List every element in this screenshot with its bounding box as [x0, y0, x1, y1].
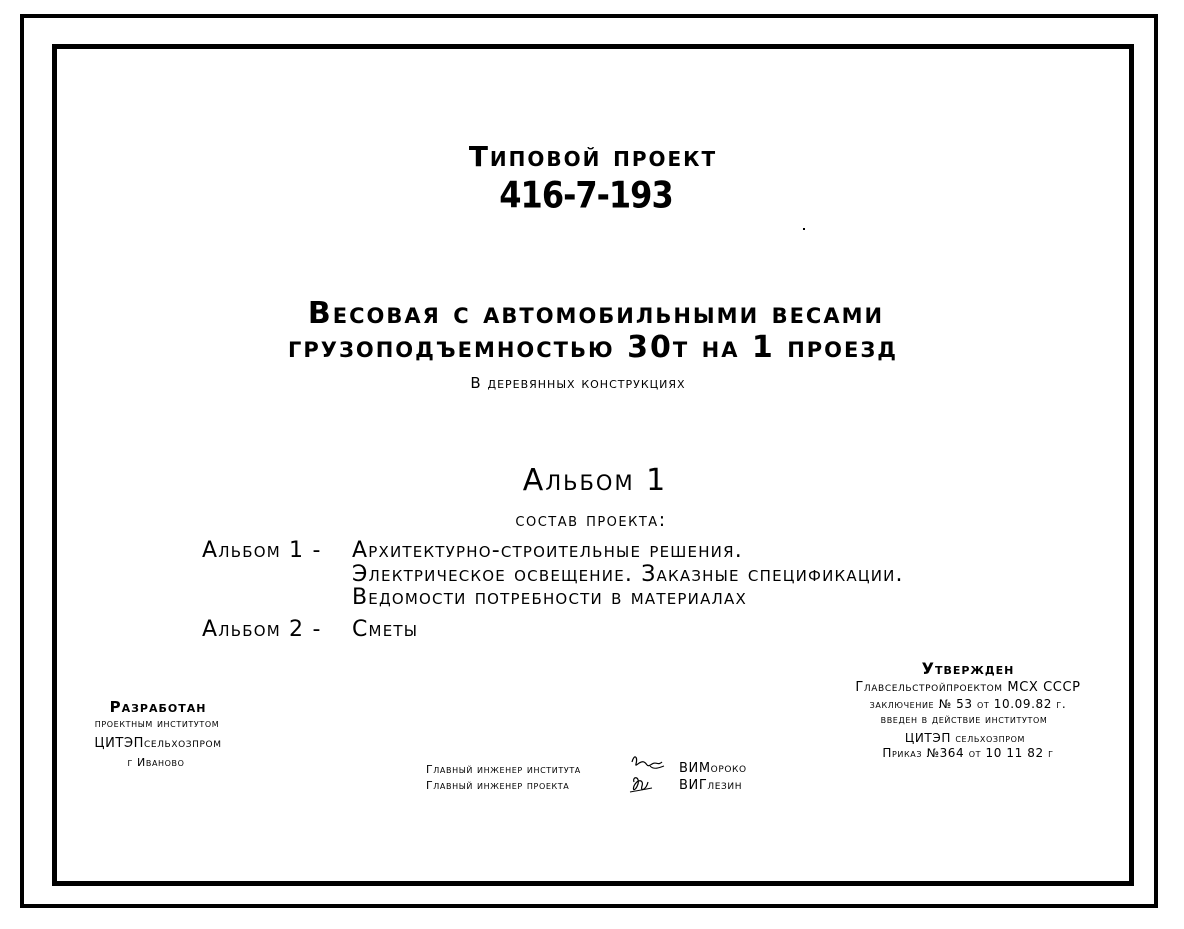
approval-label: Утвержден — [921, 659, 1015, 678]
developer-org-type: проектным институтом — [94, 717, 220, 730]
signature-role: Главный инженер института — [426, 763, 581, 776]
signature-name: ВИГлезин — [679, 778, 743, 793]
developer-org-name: ЦИТЭПсельхозпром — [94, 736, 222, 751]
album-1-line: Ведомости потребности в материалах — [352, 585, 747, 610]
developer-city: г Иваново — [127, 756, 185, 769]
signature-role: Главный инженер проекта — [426, 779, 570, 792]
handwritten-signature — [626, 752, 670, 798]
album-1-line: Архитектурно-строительные решения. — [352, 538, 743, 563]
title-line-2: грузоподъемностью 30т на 1 проезд — [288, 330, 898, 365]
approval-order: Приказ №364 от 10 11 82 г — [882, 746, 1054, 760]
approval-conclusion: заключение № 53 от 10.09.82 г. — [869, 697, 1067, 711]
album-1-name: Альбом 1 - — [202, 538, 322, 563]
approval-institute: ЦИТЭП сельхозпром — [904, 731, 1026, 745]
project-number: 416-7-193 — [499, 173, 673, 217]
composition-heading: состав проекта: — [515, 509, 667, 531]
album-heading: Альбом 1 — [522, 463, 668, 498]
album-1-line: Электрическое освещение. Заказные спецификации. — [352, 562, 904, 587]
album-2-line: Сметы — [352, 617, 419, 642]
title-line-1: Весовая с автомобильными весами — [307, 296, 885, 331]
title-subtitle: В деревянных конструкциях — [470, 374, 686, 392]
album-2-name: Альбом 2 - — [202, 617, 322, 642]
signature-name: ВИМороко — [679, 761, 747, 776]
developer-label: Разработан — [109, 698, 207, 716]
approval-authority: Главсельстройпроектом МСХ СССР — [855, 680, 1081, 695]
approval-enacted: введен в действие институтом — [880, 713, 1048, 726]
scan-speck — [803, 228, 805, 230]
project-type-label: Типовой проект — [468, 140, 718, 173]
